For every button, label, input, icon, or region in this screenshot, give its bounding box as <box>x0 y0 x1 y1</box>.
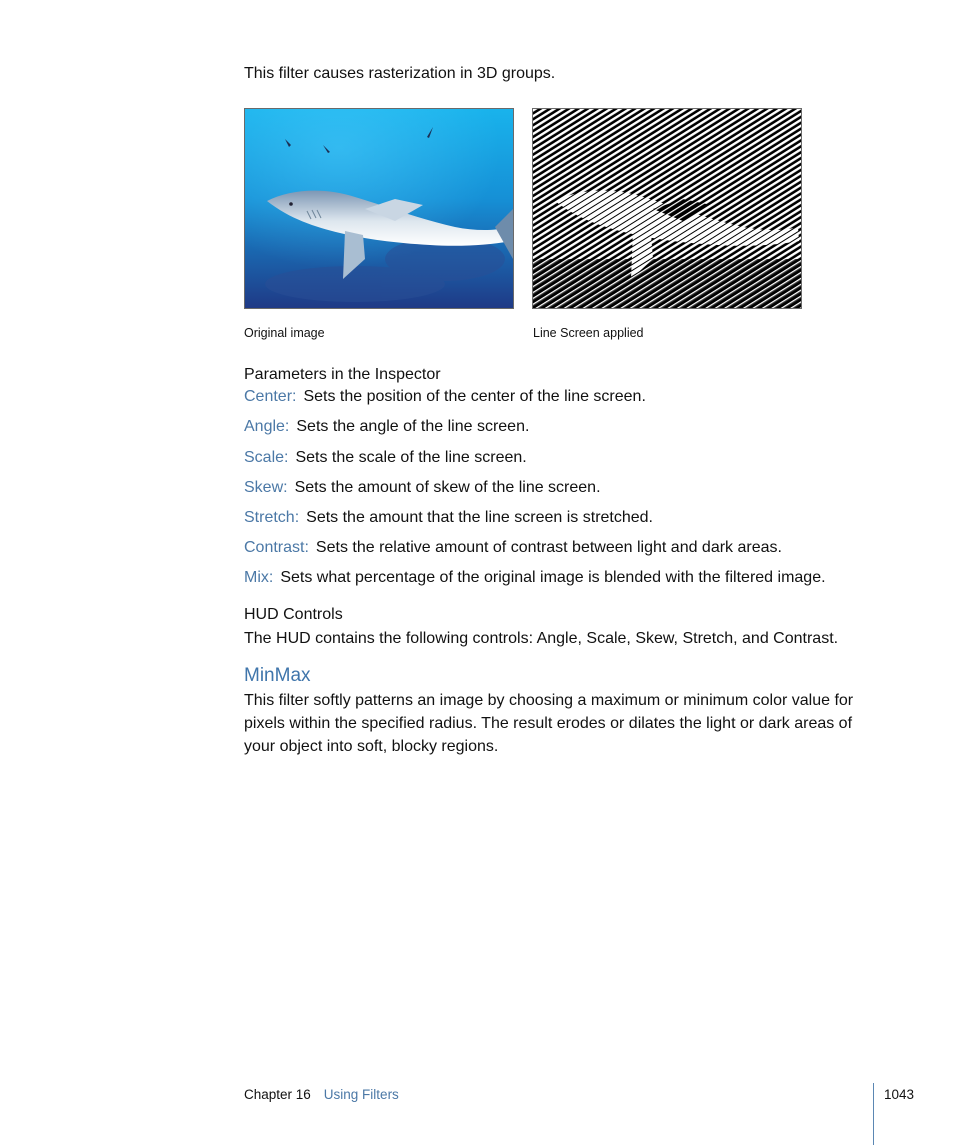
param-desc: Sets the amount that the line screen is stretched. <box>306 509 653 526</box>
inspector-heading: Parameters in the Inspector <box>244 366 441 383</box>
line-screen-image <box>532 108 802 309</box>
param-desc: Sets what percentage of the original image is blended with the filtered image. <box>280 569 826 586</box>
footer-divider <box>873 1083 874 1145</box>
minmax-heading: MinMax <box>244 665 311 686</box>
footer-breadcrumb <box>244 1086 399 1104</box>
param-contrast <box>244 537 782 559</box>
param-scale <box>244 447 527 469</box>
intro-text: This filter causes rasterization in 3D groups. <box>244 65 556 82</box>
original-image <box>244 108 514 309</box>
param-center <box>244 386 646 408</box>
footer-chapter: Chapter 16 <box>244 1087 311 1102</box>
param-desc: Sets the angle of the line screen. <box>296 418 530 435</box>
minmax-text: This filter softly patterns an image by choosing a maximum or minimum color value for pixels within the specified radius. The result erodes or dilates the light or dark areas of your object into soft, blocky regions. <box>244 692 854 755</box>
param-term: Center: <box>244 388 297 405</box>
param-term: Scale: <box>244 449 289 466</box>
param-stretch <box>244 507 653 529</box>
param-desc: Sets the scale of the line screen. <box>295 449 527 466</box>
hud-heading: HUD Controls <box>244 606 343 623</box>
param-term: Angle: <box>244 418 290 435</box>
param-term: Contrast: <box>244 539 309 556</box>
param-desc: Sets the amount of skew of the line screen. <box>294 479 601 496</box>
param-skew <box>244 477 601 499</box>
footer-section-link[interactable]: Using Filters <box>323 1087 399 1102</box>
param-angle <box>244 416 529 438</box>
param-desc: Sets the position of the center of the line screen. <box>303 388 646 405</box>
param-term: Stretch: <box>244 509 300 526</box>
param-term: Mix: <box>244 569 274 586</box>
param-mix <box>244 567 826 589</box>
param-term: Skew: <box>244 479 288 496</box>
figure-caption-line-screen: Line Screen applied <box>533 326 644 340</box>
page-number: 1043 <box>884 1087 915 1102</box>
hud-text: The HUD contains the following controls: Angle, Scale, Skew, Stretch, and Contrast. <box>244 630 839 647</box>
param-desc: Sets the relative amount of contrast between light and dark areas. <box>315 539 782 556</box>
figure-caption-original: Original image <box>244 326 325 340</box>
